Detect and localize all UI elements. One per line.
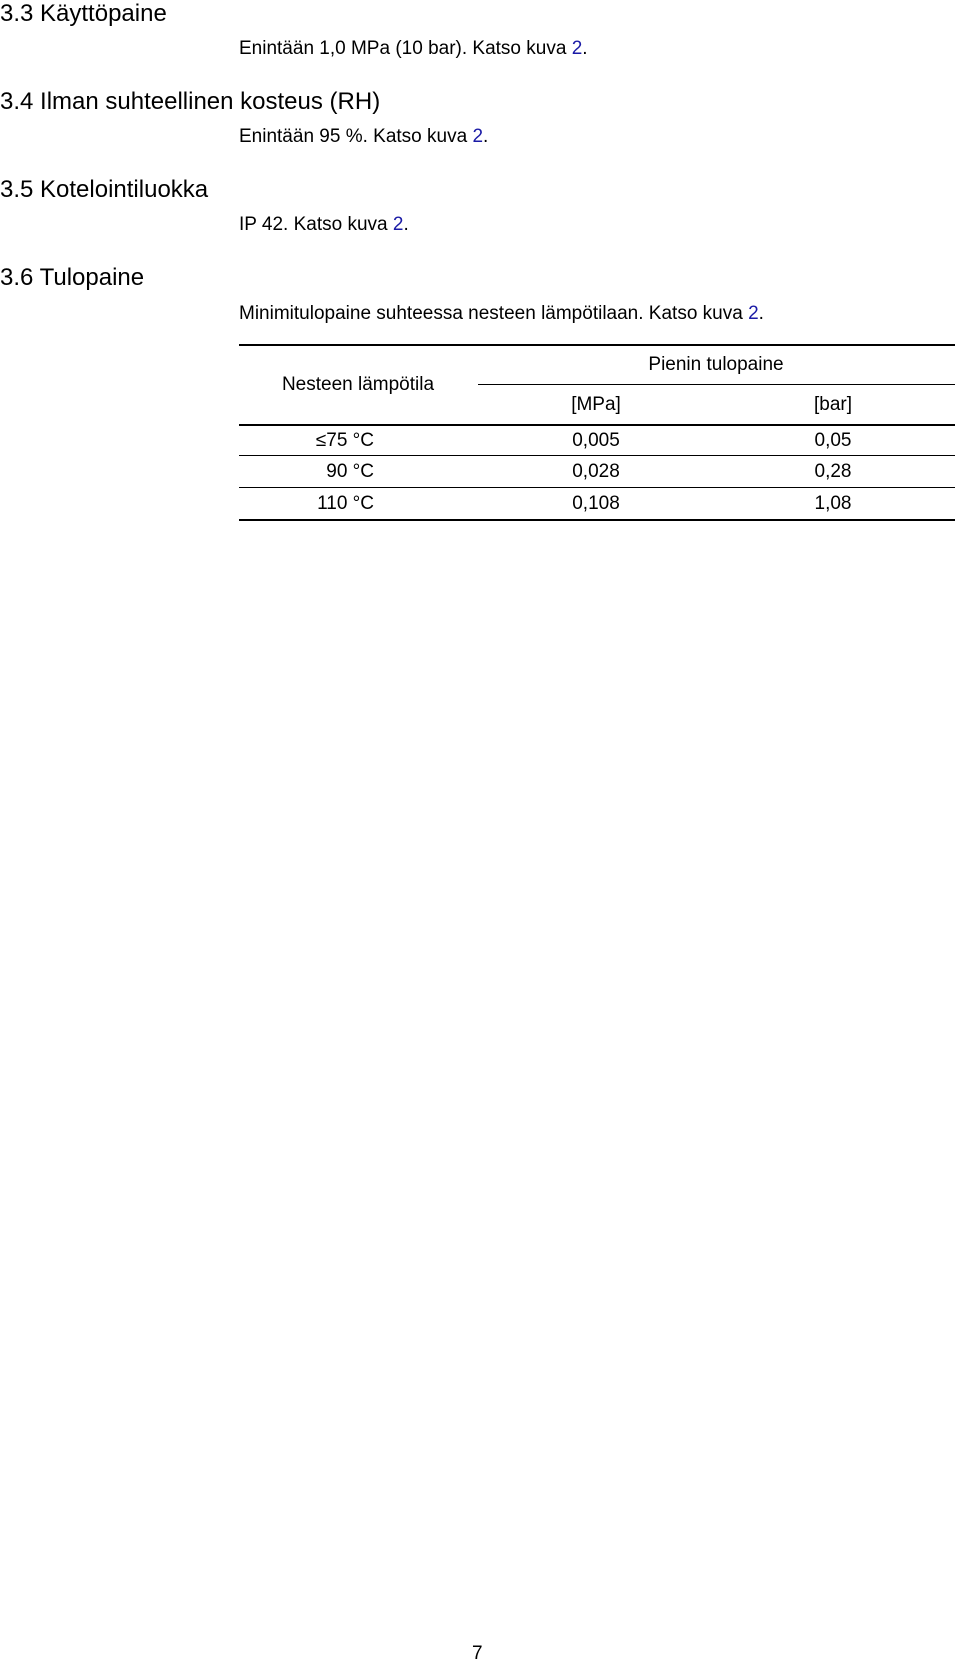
table-cell-mpa: 0,028: [572, 461, 620, 482]
section-text-body: Enintään 1,0 MPa (10 bar). Katso kuva: [239, 38, 572, 59]
section-text-body: Enintään 95 %. Katso kuva: [239, 126, 473, 147]
section-text-3-5: [239, 213, 409, 237]
section-text-3-4: [239, 125, 488, 149]
table-cell-mpa: 0,108: [572, 493, 620, 514]
table-cell-temperature: [326, 460, 374, 484]
table-bottom-rule: [239, 519, 955, 521]
section-heading-3-5: 3.5 Kotelointiluokka: [0, 176, 209, 203]
table-cell-temperature: [316, 429, 374, 453]
page-number: 7: [472, 1643, 483, 1664]
temperature-value: 90 °C: [326, 461, 374, 482]
table-cell-bar: 1,08: [814, 493, 852, 514]
section-heading-3-4: 3.4 Ilman suhteellinen kosteus (RH): [0, 88, 381, 115]
section-text-tail: .: [483, 126, 489, 147]
table-top-rule: [239, 344, 955, 346]
section-text-tail: .: [403, 214, 409, 235]
header-bottom-rule: [239, 424, 955, 426]
less-or-equal-symbol: ≤: [315, 430, 327, 451]
temperature-value: 110 °C: [317, 493, 374, 514]
group-header-min-inlet-pressure: Pienin tulopaine: [648, 354, 784, 375]
section-text-tail: .: [582, 38, 588, 59]
section-heading-3-6: 3.6 Tulopaine: [0, 264, 145, 291]
table-cell-bar: 0,05: [814, 430, 852, 451]
section-text-3-6: [239, 302, 764, 326]
section-text-body: Minimitulopaine suhteessa nesteen lämpötilaan. Katso kuva: [239, 303, 749, 324]
table-cell-bar: 0,28: [814, 461, 852, 482]
row-rule: [239, 487, 955, 488]
section-heading-3-3: 3.3 Käyttöpaine: [0, 0, 167, 27]
section-text-tail: .: [758, 303, 764, 324]
table-cell-temperature: [317, 492, 374, 516]
section-text-3-3: [239, 37, 588, 61]
section-text-body: IP 42. Katso kuva: [239, 214, 393, 235]
figure-link[interactable]: 2: [571, 38, 583, 59]
column-header-mpa: [MPa]: [571, 394, 621, 415]
table-cell-mpa: 0,005: [572, 430, 620, 451]
temperature-value: 75 °C: [326, 430, 374, 451]
column-header-bar: [bar]: [813, 394, 853, 415]
inlet-pressure-table: [239, 344, 955, 522]
figure-link[interactable]: 2: [392, 214, 404, 235]
figure-link[interactable]: 2: [472, 126, 484, 147]
figure-link[interactable]: 2: [748, 303, 759, 324]
group-header-rule: [478, 384, 955, 385]
row-rule: [239, 455, 955, 456]
column-header-temperature: Nesteen lämpötila: [281, 374, 435, 395]
